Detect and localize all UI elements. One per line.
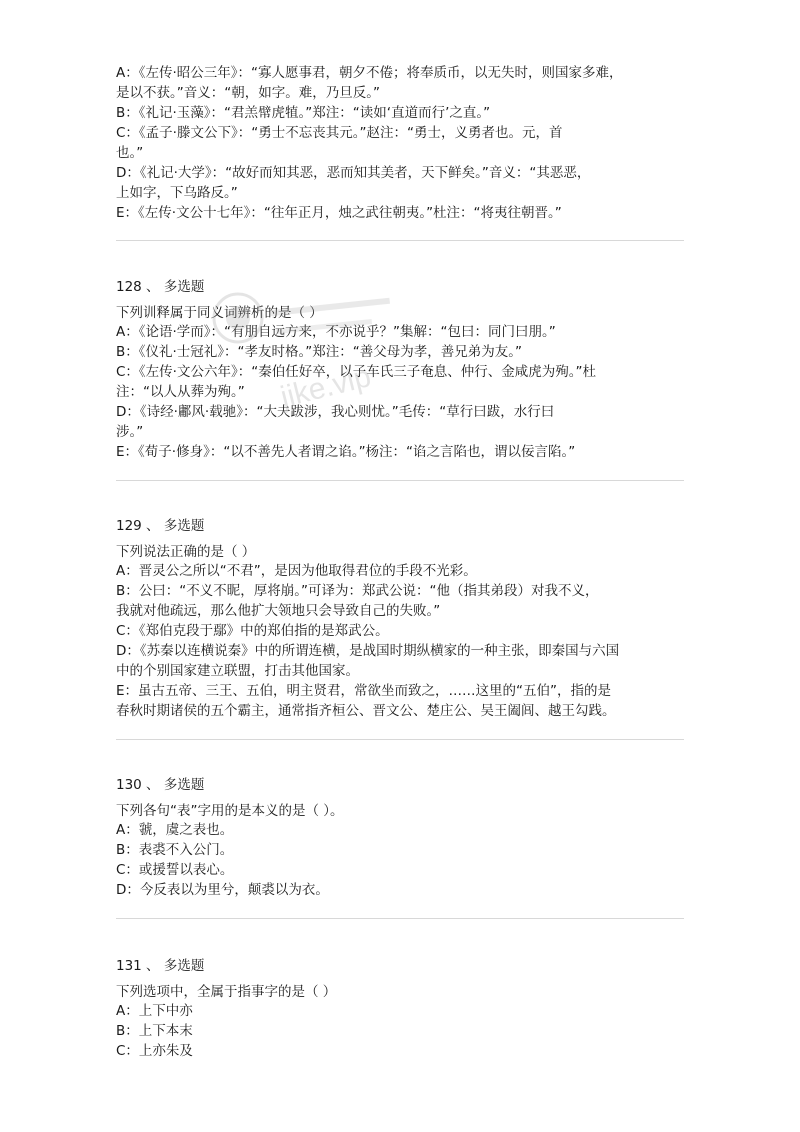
q128-option-c-line2: 注：“以人从葬为殉。” — [116, 384, 245, 400]
q127-option-a-line1: A：《左传·昭公三年》：“寡人愿事君，朝夕不倦；将奉质币，以无失时，则国家多难， — [116, 65, 623, 81]
q129-option-b-line2: 我就对他疏远，那么他扩大领地只会导致自己的失败。” — [116, 603, 441, 619]
section-divider — [116, 480, 684, 481]
q128-option-d-line1: D：《诗经·鄘风·载驰》：“大夫跋涉，我心则忧。”毛传：“草行曰跋，水行曰 — [116, 404, 555, 420]
q127-option-c-line2: 也。” — [116, 145, 144, 161]
section-divider — [116, 918, 684, 919]
q127-option-c-line1: C：《孟子·滕文公下》：“勇士不忘丧其元。”赵注：“勇士，义勇者也。元，首 — [116, 125, 563, 141]
q130-header: 130 、 多选题 — [116, 777, 205, 793]
q128-option-e: E：《荀子·修身》：“以不善先人者谓之谄。”杨注：“谄之言陷也，谓以佞言陷。” — [116, 444, 576, 460]
q129-option-d-line1: D：《苏秦以连横说秦》中的所谓连横，是战国时期纵横家的一种主张，即秦国与六国 — [116, 643, 620, 659]
q128-option-c-line1: C：《左传·文公六年》：“秦伯任好卒，以子车氏三子奄息、仲行、金咸虎为殉。”杜 — [116, 364, 596, 380]
q129-option-e-line2: 春秋时期诸侯的五个霸主，通常指齐桓公、晋文公、楚庄公、吴王阖闾、越王勾践。 — [116, 703, 616, 719]
q129-stem: 下列说法正确的是（ ） — [116, 544, 256, 560]
q131-option-a: A：上下中亦 — [116, 1003, 193, 1019]
section-divider — [116, 739, 684, 740]
q130-option-c: C：或援誓以表心。 — [116, 862, 234, 878]
q131-option-c: C：上亦朱及 — [116, 1043, 193, 1059]
q130-option-a: A：虢，虞之表也。 — [116, 822, 234, 838]
q129-header: 129 、 多选题 — [116, 518, 205, 534]
q130-option-d: D：今反表以为里兮，颠裘以为衣。 — [116, 882, 329, 898]
q129-option-a: A：晋灵公之所以“不君”，是因为他取得君位的手段不光彩。 — [116, 563, 477, 579]
q130-option-b: B：表裘不入公门。 — [116, 842, 234, 858]
q131-header: 131 、 多选题 — [116, 958, 205, 974]
q129-option-d-line2: 中的个别国家建立联盟，打击其他国家。 — [116, 663, 359, 679]
q127-option-a-line2: 是以不获。”音义：“朝，如字。难，乃旦反。” — [116, 85, 380, 101]
q127-option-d-line2: 上如字，下乌路反。” — [116, 185, 238, 201]
q129-option-b-line1: B：公曰：“不义不昵，厚将崩。”可译为：郑武公说：“他（指其弟段）对我不义， — [116, 583, 599, 599]
q127-option-e: E：《左传·文公十七年》：“往年正月，烛之武往朝夷。”杜注：“将夷往朝晋。” — [116, 205, 562, 221]
q128-stem: 下列训释属于同义词辨析的是（ ） — [116, 305, 323, 321]
q128-option-a: A：《论语·学而》：“有朋自远方来，不亦说乎？”集解：“包曰：同门曰朋。” — [116, 324, 556, 340]
q131-option-b: B：上下本末 — [116, 1023, 193, 1039]
q127-option-d-line1: D：《礼记·大学》：“故好而知其恶，恶而知其美者，天下鲜矣。”音义：“其恶恶， — [116, 165, 591, 181]
watermark-text: jike.vip — [277, 359, 375, 415]
q128-option-b: B：《仪礼·士冠礼》：“孝友时格。”郑注：“善父母为孝，善兄弟为友。” — [116, 344, 523, 360]
q131-stem: 下列选项中，全属于指事字的是（ ） — [116, 984, 337, 1000]
q128-option-d-line2: 涉。” — [116, 424, 144, 440]
q130-stem: 下列各句“表”字用的是本义的是（ ）。 — [116, 803, 344, 819]
q129-option-e-line1: E：虽古五帝、三王、五伯，明主贤君，常欲坐而致之，……这里的“五伯”，指的是 — [116, 683, 612, 699]
q128-header: 128 、 多选题 — [116, 279, 205, 295]
q129-option-c: C：《郑伯克段于鄢》中的郑伯指的是郑武公。 — [116, 623, 389, 639]
q127-option-b: B：《礼记·玉藻》：“君羔幦虎犆。”郑注：“读如‘直道而行’之直。” — [116, 105, 491, 121]
section-divider — [116, 240, 684, 241]
